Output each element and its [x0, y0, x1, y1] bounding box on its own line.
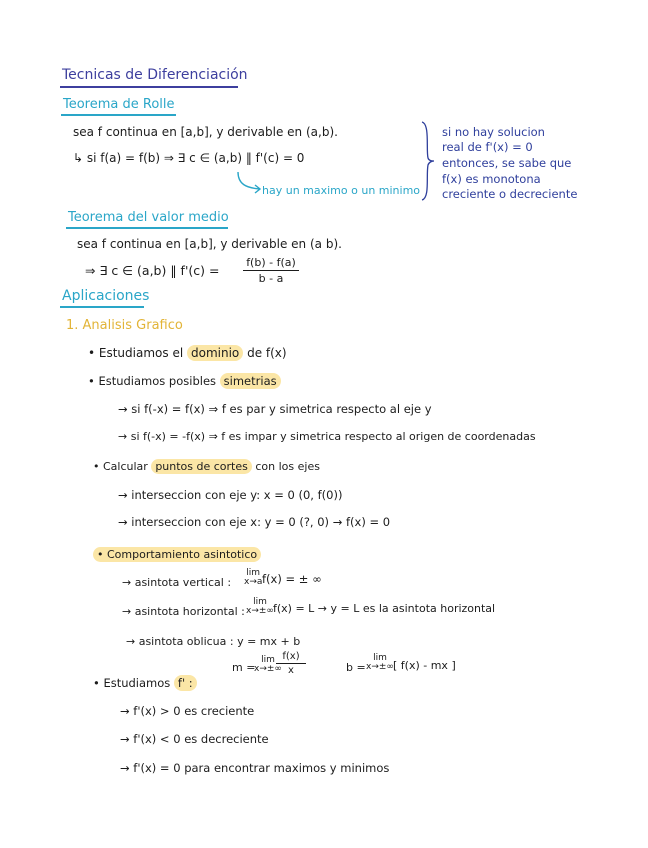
dominio-suffix: de f(x) — [247, 346, 287, 360]
asintota-oblicua: → asintota oblicua : y = mx + b — [126, 635, 301, 648]
m-denominator: x — [288, 665, 294, 676]
title-underline — [60, 86, 238, 88]
asintotico-highlight: • Comportamiento asintotico — [93, 547, 261, 562]
vertical-lim-sub: x→a — [244, 577, 263, 587]
fprima-creciente: → f'(x) > 0 es creciente — [120, 704, 255, 718]
m-fraction — [276, 651, 306, 676]
asintota-vertical-expr: f(x) = ± ∞ — [262, 572, 322, 586]
simetrias-prefix: • Estudiamos posibles — [88, 374, 217, 388]
valor-medio-fraction — [243, 256, 299, 285]
simetrias-highlight: simetrias — [220, 373, 281, 389]
rolle-condition: si f(a) = f(b) ⇒ ∃ c ∈ (a,b) ‖ f'(c) = 0 — [86, 151, 305, 165]
side-note-line-1: si no hay solucion — [442, 125, 545, 139]
simetrias-line — [88, 376, 281, 388]
dominio-highlight: dominio — [187, 345, 243, 361]
valor-medio-line-1: sea f continua en [a,b], y derivable en (a b). — [77, 237, 342, 251]
side-note-line-3: entonces, se sabe que — [442, 156, 572, 170]
rolle-line-1: sea f continua en [a,b], y derivable en (a,b). — [73, 125, 338, 139]
asintota-vertical-label: → asintota vertical : — [122, 576, 232, 589]
asintota-horizontal-expr: f(x) = L → y = L es la asintota horizontal — [273, 602, 496, 615]
aplicaciones-underline — [60, 306, 144, 308]
dominio-line — [88, 347, 287, 359]
fprima-line — [93, 678, 197, 690]
side-note-line-5: creciente o decreciente — [442, 187, 578, 201]
b-lim-sub: x→±∞ — [366, 662, 394, 672]
horizontal-lim-word: lim — [253, 597, 267, 607]
valor-medio-numerator: f(b) - f(a) — [243, 256, 299, 271]
horizontal-lim-sub: x→±∞ — [246, 606, 274, 616]
cortes-suffix: con los ejes — [255, 460, 320, 473]
m-numerator: f(x) — [276, 651, 306, 664]
m-prefix: m = — [232, 661, 256, 674]
valor-medio-heading: Teorema del valor medio — [68, 210, 229, 225]
fprima-prefix: • Estudiamos — [93, 676, 171, 690]
brace-icon — [420, 120, 436, 202]
vertical-lim — [244, 569, 262, 587]
vertical-lim-word: lim — [246, 568, 261, 578]
rolle-line-2: ↳ si f(a) = f(b) ⇒ ∃ c ∈ (a,b) ‖ f'(c) = 0 — [73, 151, 305, 165]
side-note-line-4: f(x) es monotona — [442, 172, 541, 186]
fprima-extremos: → f'(x) = 0 para encontrar maximos y minimos — [120, 761, 390, 775]
cortes-prefix: • Calcular — [93, 460, 148, 473]
asintota-horizontal-label: → asintota horizontal : — [122, 605, 245, 618]
m-lim-sub: x→±∞ — [254, 664, 282, 674]
cortes-line — [93, 461, 320, 472]
fprima-decreciente: → f'(x) < 0 es decreciente — [120, 732, 269, 746]
rolle-heading: Teorema de Rolle — [63, 97, 175, 112]
corte-eje-x: → interseccion con eje x: y = 0 (?, 0) → f(x) = 0 — [118, 515, 391, 529]
horizontal-lim — [246, 598, 274, 616]
valor-medio-line-2: ⇒ ∃ c ∈ (a,b) ‖ f'(c) = — [85, 263, 220, 278]
analisis-grafico-heading: 1. Analisis Grafico — [66, 318, 183, 333]
b-expr: [ f(x) - mx ] — [393, 659, 456, 672]
rolle-note: hay un maximo o un minimo — [262, 184, 421, 197]
side-note-line-2: real de f'(x) = 0 — [442, 140, 533, 154]
corte-eje-y: → interseccion con eje y: x = 0 (0, f(0)) — [118, 488, 343, 502]
page-title: Tecnicas de Diferenciación — [62, 67, 248, 83]
b-lim-word: lim — [373, 653, 387, 663]
aplicaciones-heading: Aplicaciones — [62, 288, 150, 304]
simetria-par: → si f(-x) = f(x) ⇒ f es par y simetrica respecto al eje y — [118, 402, 432, 416]
fprima-highlight: f' : — [174, 675, 197, 691]
cortes-highlight: puntos de cortes — [151, 459, 252, 474]
b-lim — [366, 654, 394, 672]
m-lim-word: lim — [261, 655, 275, 665]
valor-medio-denominator: b - a — [258, 272, 284, 285]
rolle-underline — [61, 114, 176, 116]
dominio-prefix: • Estudiamos el — [88, 346, 184, 360]
valor-medio-underline — [66, 227, 228, 229]
simetria-impar: → si f(-x) = -f(x) ⇒ f es impar y simetrica respecto al origen de coordenadas — [118, 430, 536, 443]
b-prefix: b = — [346, 661, 366, 674]
asintotico-line — [93, 549, 261, 560]
